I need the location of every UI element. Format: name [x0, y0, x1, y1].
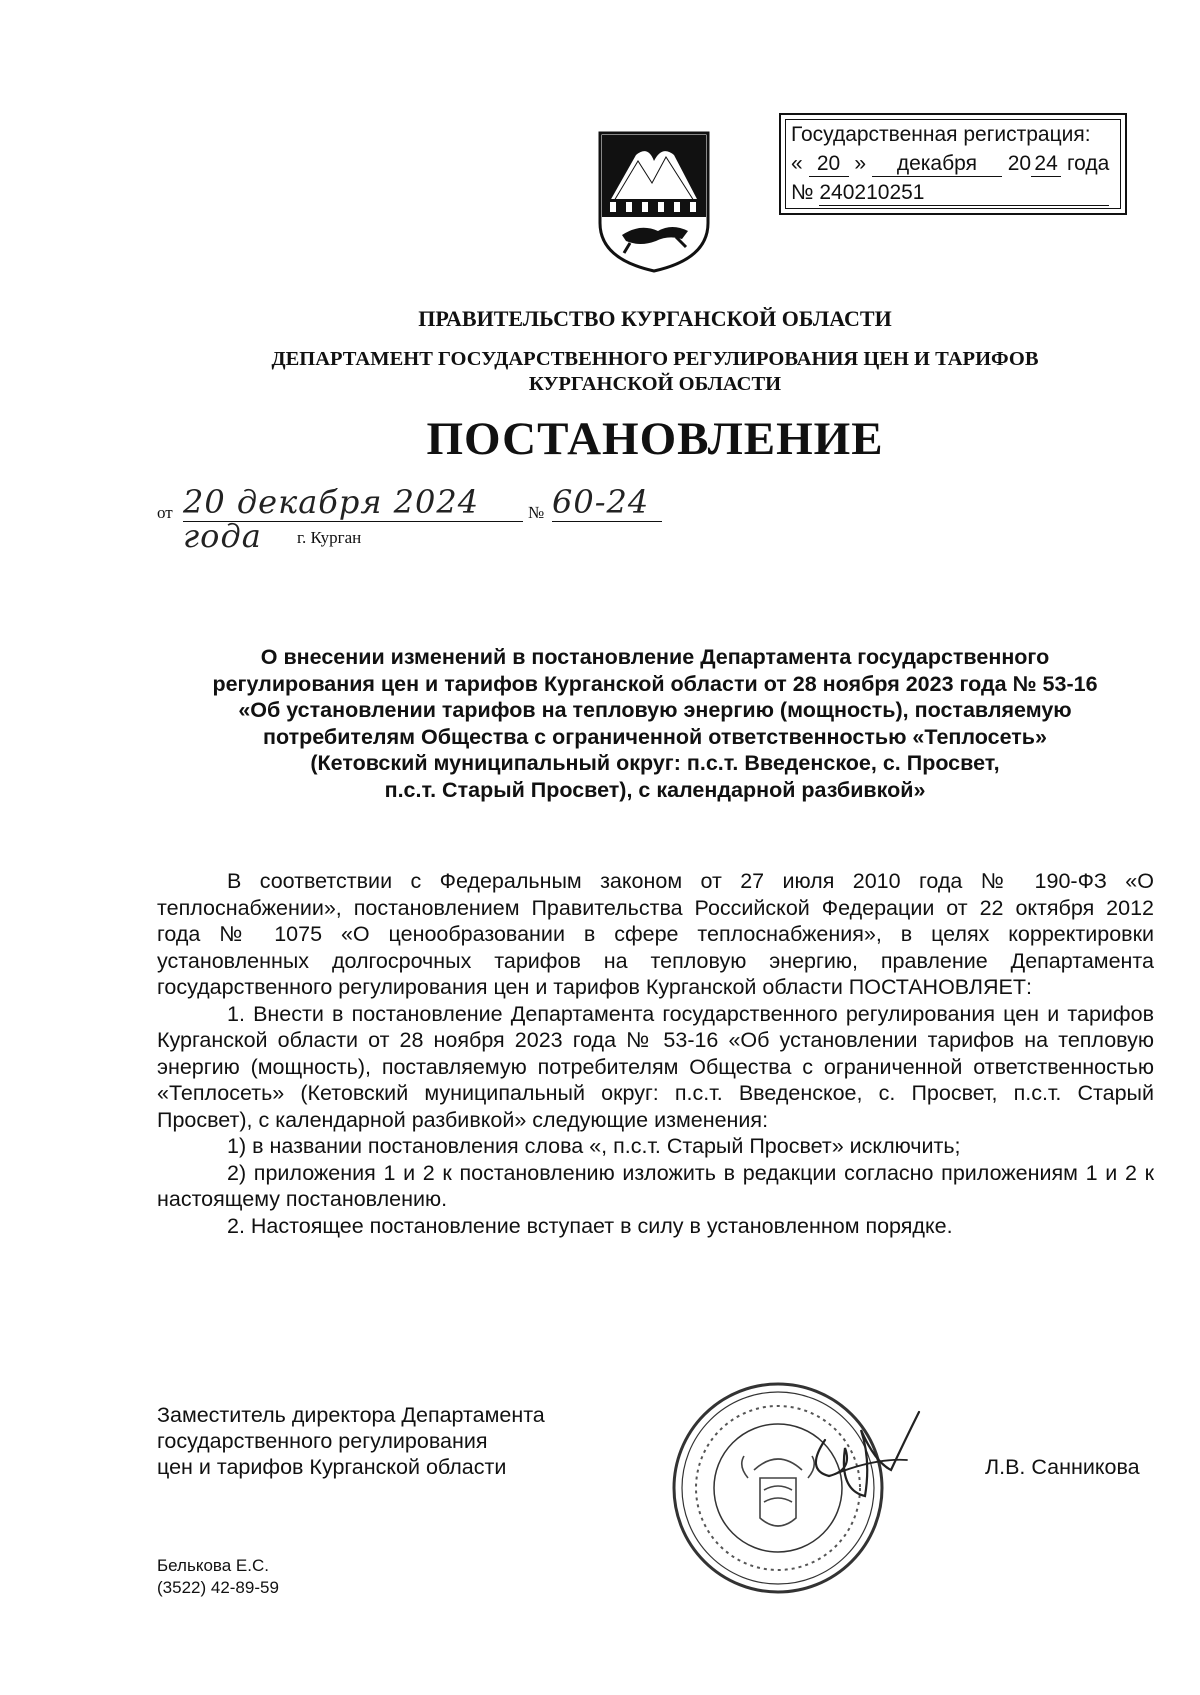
document-type-title: ПОСТАНОВЛЕНИЕ: [426, 413, 884, 465]
coat-of-arms-emblem: [596, 131, 712, 273]
item-2-paragraph: 2. Настоящее постановление вступает в силу в установленном порядке.: [227, 1213, 953, 1238]
registration-number: 240210251: [819, 181, 1109, 206]
government-heading: ПРАВИТЕЛЬСТВО КУРГАНСКОЙ ОБЛАСТИ: [418, 306, 892, 331]
registration-month: декабря: [872, 152, 1002, 177]
resolution-body: [157, 868, 1154, 1239]
date-number-label: №: [528, 503, 545, 522]
item-1-2-paragraph: 2) приложения 1 и 2 к постановлению изложить в редакции согласно приложениям 1 и 2 к настоящему постановлению.: [157, 1160, 1154, 1211]
resolution-title: О внесении изменений в постановление Департамента государственного регулирования цен и тарифов Курганской области от 28 ноября 2023 года № 53-16 «Об установлении тарифов на тепловую энергию (мощность), поставляемую потребителям Общества с ограниченной ответственностью «Теплосеть» (Кетовский муниципальный округ: п.с.т. Введенское, с. Просвет, п.с.т. Старый Просвет), с календарной разбивкой»: [212, 645, 1098, 802]
registration-year: 24: [1031, 152, 1061, 177]
item-1-1-paragraph: 1) в названии постановления слова «, п.с.т. Старый Просвет» исключить;: [227, 1134, 961, 1158]
registration-box: [779, 113, 1127, 215]
executor-info: [157, 1555, 279, 1599]
executor-phone: (3522) 42-89-59: [157, 1578, 279, 1597]
registration-heading: Государственная регистрация:: [791, 123, 1091, 146]
registration-day: 20: [809, 152, 849, 177]
handwritten-date: 20 декабря 2024 года: [183, 485, 523, 522]
item-1-paragraph: 1. Внести в постановление Департамента государственного регулирования цен и тарифов Курганской области от 28 ноября 2023 года № 53-16 «Об установлении тарифов на тепловую энергию (мощность), поставляемую потребителям Общества с ограниченной ответственностью «Теплосеть» (Кетовский муниципальный округ: п.с.т. Введенское, с. Просвет, п.с.т. Старый Просвет), с календарной разбивкой» следующие изменения:: [157, 1001, 1154, 1132]
date-from-label: от: [157, 503, 173, 522]
preamble-paragraph: В соответствии с Федеральным законом от 27 июля 2010 года № 190-ФЗ «О теплоснабжении», постановлением Правительства Российской Федерации от 22 октября 2012 года № 1075 «О ценообразовании в сфере теплоснабжения», в целях корректировки установленных долгосрочных тарифов на тепловую энергию, правление Департамента государственного регулирования цен и тарифов Курганской области ПОСТАНОВЛЯЕТ:: [157, 869, 1154, 999]
executor-name: Белькова Е.С.: [157, 1556, 269, 1575]
handwritten-signature: [795, 1400, 925, 1510]
registration-number-line: № 240210251: [791, 181, 1109, 206]
registration-date: « 20 » декабря 20 24 года: [791, 152, 1110, 175]
handwritten-number: 60-24: [552, 485, 662, 522]
department-heading: ДЕПАРТАМЕНТ ГОСУДАРСТВЕННОГО РЕГУЛИРОВАНИЯ ЦЕН И ТАРИФОВ КУРГАНСКОЙ ОБЛАСТИ: [271, 348, 1039, 395]
signatory-name: Л.В. Санникова: [985, 1455, 1140, 1479]
signatory-position: Заместитель директора Департамента государственного регулирования цен и тарифов Курганской области: [157, 1403, 545, 1479]
city-label: г. Курган: [297, 528, 362, 547]
